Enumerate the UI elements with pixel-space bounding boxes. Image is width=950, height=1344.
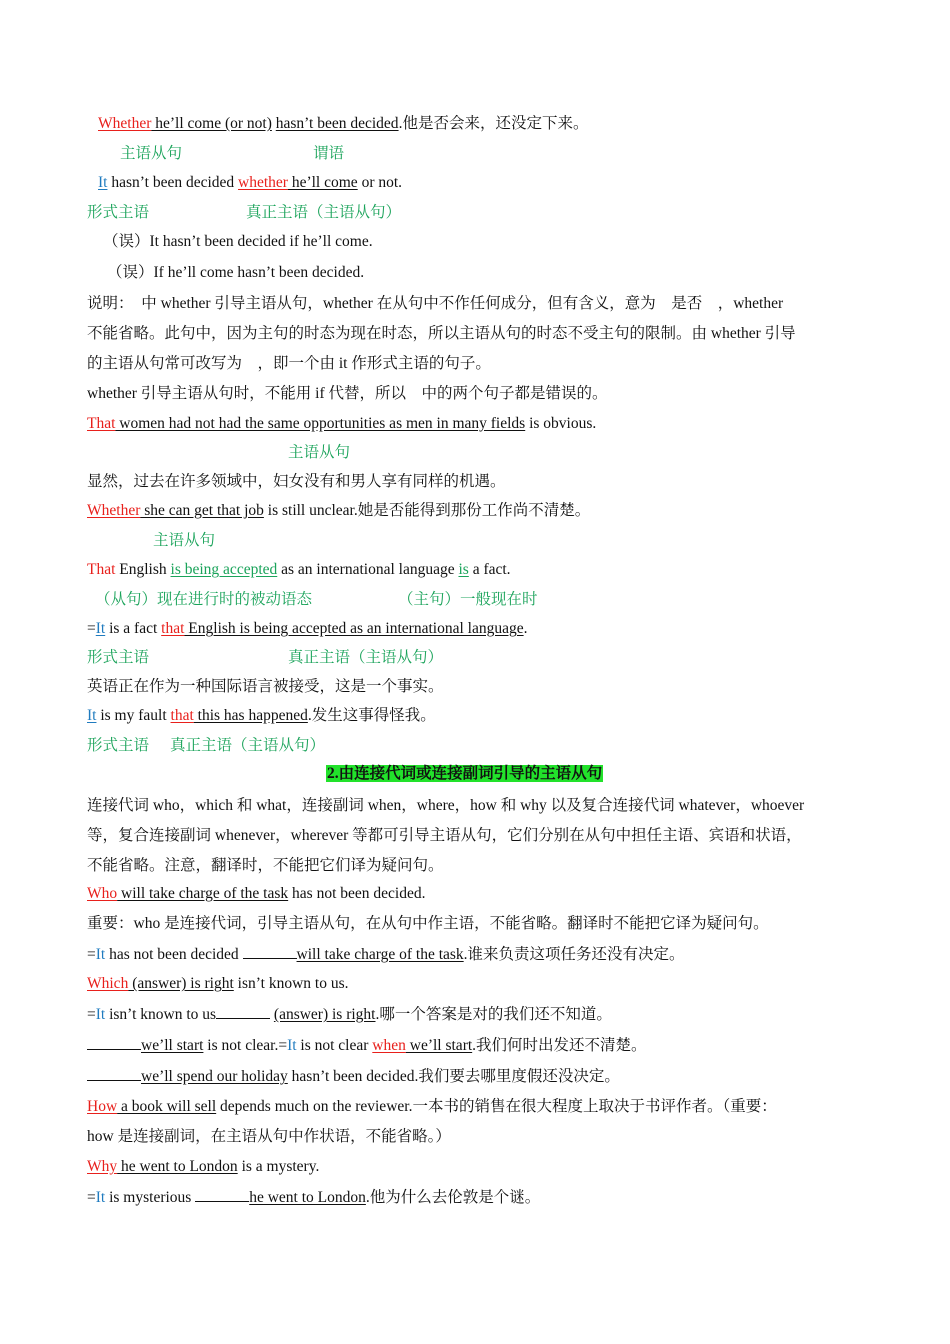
section-heading: 2.由连接代词或连接副词引导的主语从句 [327,765,603,782]
fill-blank [87,1066,141,1081]
label-main-tense: （主句）一般现在时 [398,591,538,608]
section-paragraph-line-1: 连接代词 who，which 和 what，连接副词 when，where，how 和 why 以及复合连接代词 whatever，whoever [87,797,805,814]
label-formal-subject: 形式主语 [87,737,150,754]
fill-blank [195,1187,249,1202]
example-it-why: =It is mysterious he went to London.他为什么去伦敦是个谜。 [87,1189,541,1206]
example-where: we’ll spend our holiday hasn’t been decided.我们要去哪里度假还没决定。 [87,1066,620,1087]
translation-english-fact: 英语正在作为一种国际语言被接受，这是一个事实。 [87,678,444,695]
translation-that-women: 显然，过去在许多领域中，妇女没有和男人享有同样的机遇。 [87,473,506,490]
example-whether-job: Whether she can get that job is still unclear.她是否能得到那份工作尚不清楚。 [87,502,591,519]
wrong-example-1: （误）It hasn’t been decided if he’ll come. [103,233,373,250]
explanation-line-3: 的主语从句常可改写为 ，即一个由 it 作形式主语的句子。 [87,355,491,372]
example-it-whether-sentence: It hasn’t been decided whether he’ll come or not. [98,174,403,191]
label-formal-subject: 形式主语 [87,649,150,666]
explanation-note: whether 引导主语从句时，不能用 if 代替，所以 中的两个句子都是错误的。 [87,385,608,402]
explanation-line-2: 不能省略。此句中，因为主句的时态为现在时态，所以主语从句的时态不受主句的限制。由 whether 引导 [87,325,796,342]
label-subject-clause: 主语从句 [120,145,183,162]
example-when: we’ll start is not clear.=It is not clear when we’ll start.我们何时出发还不清楚。 [87,1035,647,1056]
example-that-women: That women had not had the same opportunities as men in many fields is obvious. [87,415,597,432]
wrong-example-2: （误）If he’ll come hasn’t been decided. [107,264,365,281]
example-it-who: =It has not been decided will take charge of the task.谁来负责这项任务还没有决定。 [87,946,685,963]
fill-blank [216,1004,270,1019]
explanation-line-1: 说明： 中 whether 引导主语从句，whether 在从句中不作任何成分，但有含义，意为 是否 ，whether [87,295,784,312]
label-subject-clause: 主语从句 [288,444,351,461]
section-paragraph-line-3: 不能省略。注意，翻译时，不能把它们译为疑问句。 [87,857,444,874]
label-real-subject: 真正主语（主语从句） [246,204,402,221]
label-real-subject: 真正主语（主语从句） [170,737,326,754]
label-predicate: 谓语 [313,145,345,162]
label-clause-tense: （从句）现在进行时的被动语态 [95,591,313,608]
example-who: Who will take charge of the task has not been decided. [87,885,426,902]
label-formal-subject: 形式主语 [87,204,150,221]
example-why: Why he went to London is a mystery. [87,1158,320,1175]
note-who: 重要：who 是连接代词，引导主语从句，在从句中作主语，不能省略。翻译时不能把它译为疑问句。 [87,915,769,932]
fill-blank [87,1035,141,1050]
label-real-subject: 真正主语（主语从句） [288,649,444,666]
fill-blank [243,944,297,959]
label-subject-clause: 主语从句 [153,532,216,549]
example-which: Which (answer) is right isn’t known to us. [87,975,349,992]
example-how: How a book will sell depends much on the reviewer.一本书的销售在很大程度上取决于书评作者。（重要： [87,1098,777,1115]
example-that-english: That English is being accepted as an international language is a fact. [87,561,511,578]
example-whether-sentence: Whether he’ll come (or not) hasn’t been decided.他是否会来，还没定下来。 [98,115,589,132]
example-it-is-a-fact: =It is a fact that English is being accepted as an international language. [87,620,528,637]
note-how: how 是连接副词，在主语从句中作状语，不能省略。） [87,1128,451,1145]
example-it-which: =It isn’t known to us (answer) is right.哪一个答案是对的我们还不知道。 [87,1006,612,1023]
section-paragraph-line-2: 等，复合连接副词 whenever，wherever 等都可引导主语从句，它们分别在从句中担任主语、宾语和状语， [87,827,802,844]
example-my-fault: It is my fault that this has happened.发生这事得怪我。 [87,707,436,724]
